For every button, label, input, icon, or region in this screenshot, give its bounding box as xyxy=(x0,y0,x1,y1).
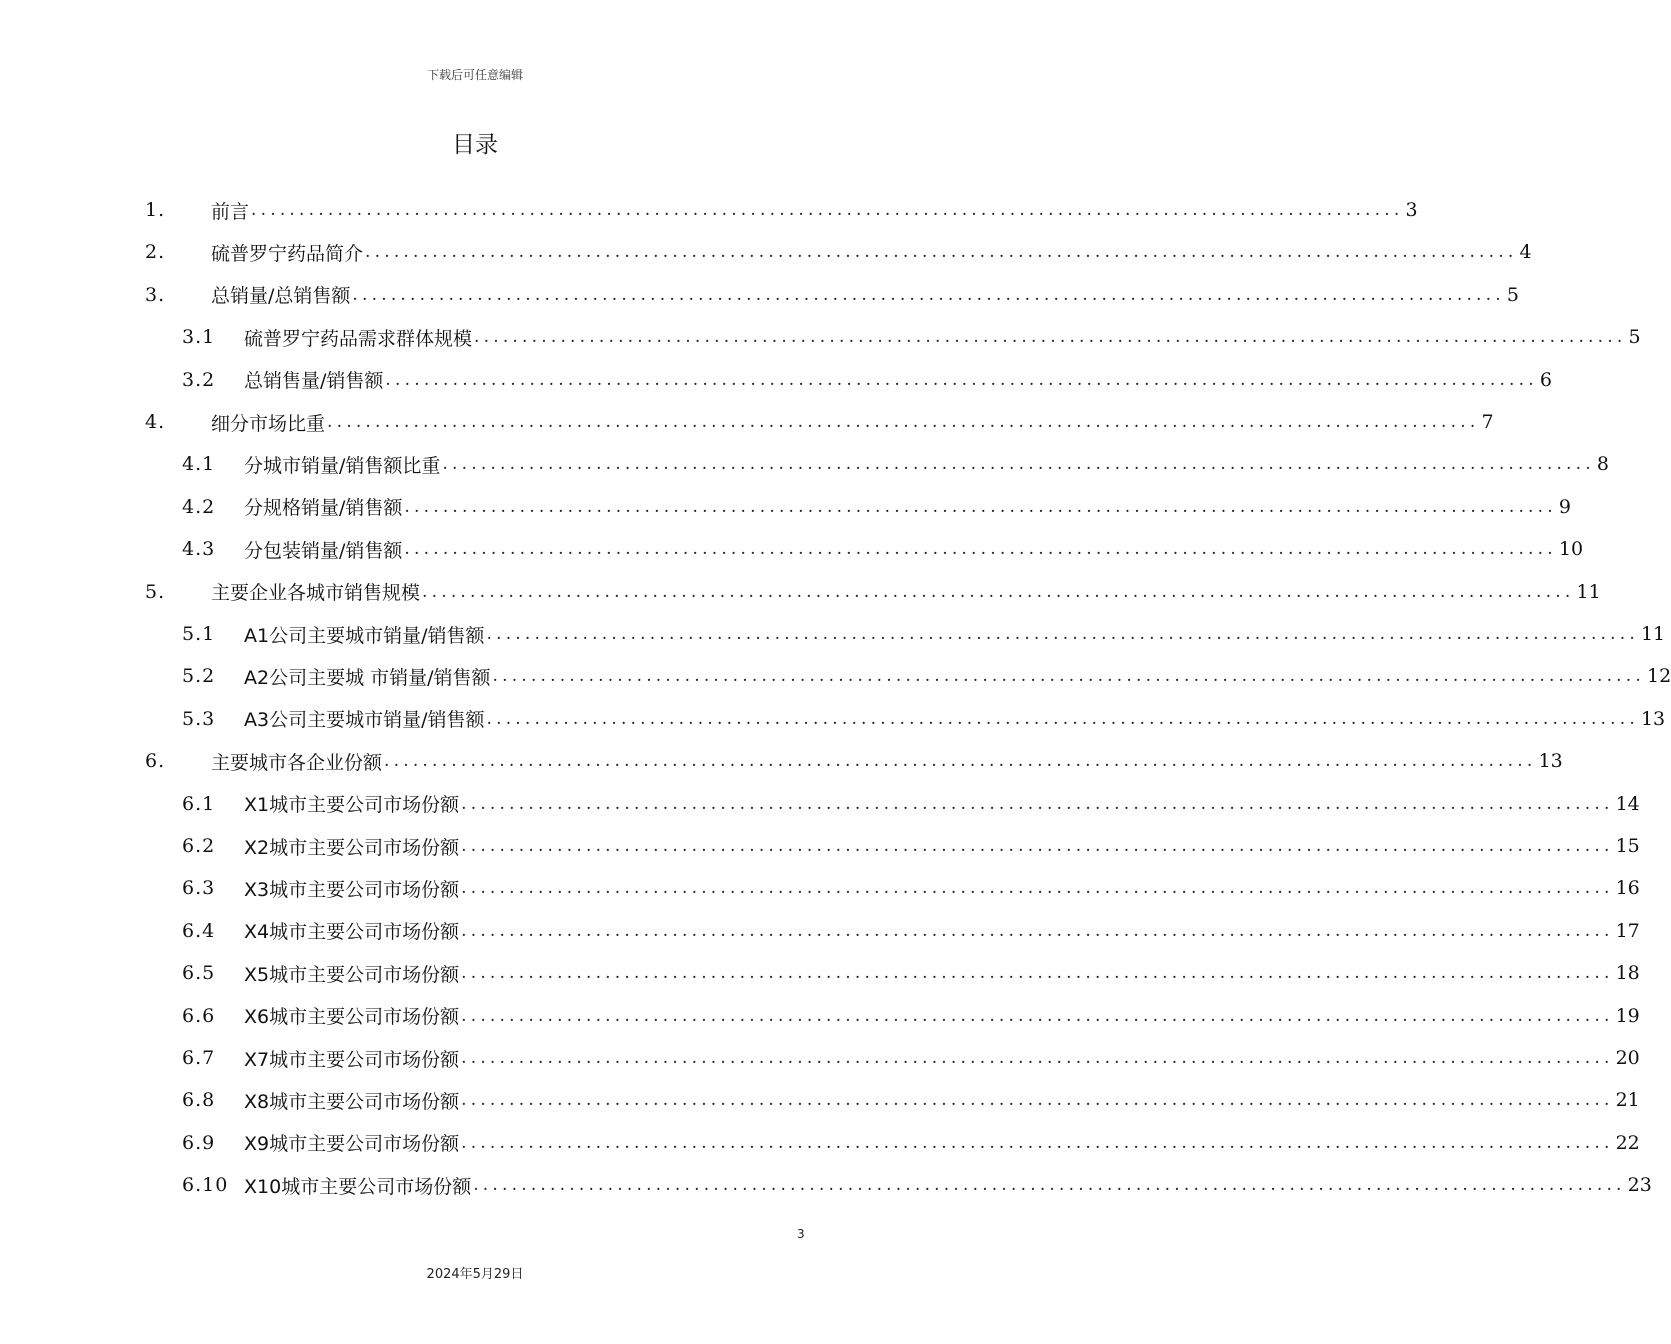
toc-leader-dots: ........................................................................................................................ xyxy=(474,327,1627,348)
toc-entry[interactable] xyxy=(0,995,1640,1037)
toc-entry-label: X5城市主要公司市场份额 xyxy=(244,963,460,986)
toc-entry-number: 5.1 xyxy=(182,623,216,645)
toc-entry-line xyxy=(244,1045,1640,1072)
toc-entry-number: 6.2 xyxy=(182,835,216,857)
toc-entry[interactable] xyxy=(0,443,1609,485)
toc-entry-page: 11 xyxy=(1640,623,1666,645)
toc-title: 目录 xyxy=(452,132,498,158)
toc-entry-line xyxy=(244,663,1671,690)
toc-entry-page: 10 xyxy=(1558,538,1584,561)
toc-leader-dots: ........................................................................................................................ xyxy=(492,666,1645,687)
toc-entry-page: 13 xyxy=(1538,750,1563,773)
toc-leader-dots: ........................................................................................................................ xyxy=(404,539,1557,560)
toc-entry-label: A1公司主要城市销量/销售额 xyxy=(244,624,485,647)
toc-entry-page: 15 xyxy=(1615,835,1640,857)
toc-entry-number: 6.5 xyxy=(182,962,216,985)
toc-entry-page: 21 xyxy=(1615,1089,1640,1112)
toc-entry-number: 6.1 xyxy=(182,792,216,815)
toc-leader-dots: ........................................................................................................................ xyxy=(385,369,1538,390)
toc-entry-number: 6.4 xyxy=(182,919,216,942)
toc-entry-label: 前言 xyxy=(211,200,250,223)
toc-entry-page: 3 xyxy=(1405,199,1418,221)
toc-leader-dots: ........................................................................................................................ xyxy=(486,708,1639,729)
toc-leader-dots: ........................................................................................................................ xyxy=(461,793,1614,814)
toc-entry-line xyxy=(244,493,1571,520)
toc-entry[interactable] xyxy=(0,698,1666,740)
toc-entry-label: X3城市主要公司市场份额 xyxy=(244,878,460,901)
toc-entry-line xyxy=(244,366,1552,393)
toc-entry-page: 11 xyxy=(1576,580,1601,603)
toc-entry[interactable] xyxy=(0,825,1640,867)
toc-entry-number: 6.10 xyxy=(182,1174,229,1197)
toc-entry-line xyxy=(244,536,1584,563)
toc-entry[interactable] xyxy=(0,571,1601,613)
toc-entry-line xyxy=(244,451,1609,478)
toc-leader-dots: ........................................................................................................................ xyxy=(422,581,1575,602)
toc-entry[interactable] xyxy=(0,952,1640,994)
toc-entry-page: 14 xyxy=(1615,792,1640,815)
toc-leader-dots: ........................................................................................................................ xyxy=(461,836,1614,856)
toc-entry-number: 6.3 xyxy=(182,877,216,900)
toc-entry[interactable] xyxy=(0,274,1519,316)
toc-entry-label: 硫普罗宁药品简介 xyxy=(211,242,364,265)
toc-entry-label: 分规格销量/销售额 xyxy=(244,497,403,520)
toc-entry-number: 3.2 xyxy=(182,368,216,391)
toc-entry-label: 硫普罗宁药品需求群体规模 xyxy=(244,327,473,350)
toc-entry-page: 12 xyxy=(1647,665,1671,688)
toc-entry-number: 6.6 xyxy=(182,1004,216,1027)
toc-entry[interactable] xyxy=(0,740,1563,782)
toc-entry-label: 主要城市各企业份额 xyxy=(211,751,383,774)
toc-entry-number: 5. xyxy=(145,580,166,603)
toc-entry-label: 总销售量/销售额 xyxy=(244,370,384,393)
toc-entry-number: 4.3 xyxy=(182,538,216,561)
toc-entry[interactable] xyxy=(0,1037,1640,1079)
toc-entry-page: 18 xyxy=(1615,962,1640,985)
toc-entry-line xyxy=(244,960,1640,987)
toc-entry-page: 8 xyxy=(1596,453,1609,476)
toc-entry-label: X6城市主要公司市场份额 xyxy=(244,1006,460,1029)
toc-entry-page: 20 xyxy=(1615,1047,1640,1069)
toc-entry-label: X9城市主要公司市场份额 xyxy=(244,1133,460,1156)
toc-entry[interactable] xyxy=(0,867,1640,909)
toc-entry-number: 3. xyxy=(145,283,166,306)
toc-entry-label: 总销量/总销售额 xyxy=(211,285,351,308)
toc-entry[interactable] xyxy=(0,189,1418,231)
toc-leader-dots: ........................................................................................................................ xyxy=(365,242,1518,263)
toc-entry-line xyxy=(244,324,1641,351)
page-number: 3 xyxy=(797,1227,805,1241)
toc-entry-page: 23 xyxy=(1627,1174,1652,1197)
toc-entry[interactable] xyxy=(0,316,1641,358)
toc-entry-line xyxy=(244,833,1640,860)
toc-entry-page: 19 xyxy=(1615,1004,1640,1027)
toc-entry-number: 2. xyxy=(145,241,166,264)
toc-entry-page: 16 xyxy=(1615,877,1640,900)
toc-entry-line xyxy=(244,705,1666,732)
toc-entry[interactable] xyxy=(0,1164,1652,1206)
toc-entry[interactable] xyxy=(0,359,1552,401)
toc-entry-label: X8城市主要公司市场份额 xyxy=(244,1090,460,1113)
toc-entry-line xyxy=(211,281,1519,308)
toc-leader-dots: ........................................................................................................................ xyxy=(384,751,1537,772)
toc-leader-dots: ........................................................................................................................ xyxy=(473,1175,1626,1196)
toc-entry-page: 17 xyxy=(1615,919,1640,942)
toc-leader-dots: ........................................................................................................................ xyxy=(486,624,1639,644)
toc-entry-line xyxy=(244,1002,1640,1029)
toc-entry-number: 4.2 xyxy=(182,495,216,518)
toc-entry[interactable] xyxy=(0,910,1640,952)
toc-entry-line xyxy=(211,409,1494,436)
toc-entry-number: 6.8 xyxy=(182,1089,216,1112)
toc-entry[interactable] xyxy=(0,231,1532,273)
toc-entry-line xyxy=(211,239,1532,266)
toc-leader-dots: ........................................................................................................................ xyxy=(251,200,1404,220)
toc-entry-label: X10城市主要公司市场份额 xyxy=(244,1175,472,1198)
toc-entry-line xyxy=(244,790,1640,817)
toc-entry-label: X4城市主要公司市场份额 xyxy=(244,921,460,944)
toc-leader-dots: ........................................................................................................................ xyxy=(327,412,1480,432)
toc-entry-number: 5.3 xyxy=(182,707,216,730)
toc-leader-dots: ........................................................................................................................ xyxy=(461,878,1614,899)
toc-leader-dots: ........................................................................................................................ xyxy=(461,1132,1614,1153)
toc-leader-dots: ........................................................................................................................ xyxy=(461,1048,1614,1068)
toc-leader-dots: ........................................................................................................................ xyxy=(404,496,1557,517)
toc-entry-line xyxy=(244,1087,1640,1114)
toc-leader-dots: ........................................................................................................................ xyxy=(461,963,1614,984)
toc-entry-label: A3公司主要城市销量/销售额 xyxy=(244,709,485,732)
toc-entry[interactable] xyxy=(0,1122,1640,1164)
toc-entry-number: 4. xyxy=(145,411,166,433)
toc-entry[interactable] xyxy=(0,783,1640,825)
toc-entry-line xyxy=(244,1129,1640,1156)
toc-entry-page: 22 xyxy=(1615,1131,1640,1154)
toc-entry-label: 分城市销量/销售额比重 xyxy=(244,454,441,477)
toc-entry[interactable] xyxy=(0,528,1584,570)
toc-entry-line xyxy=(244,875,1640,902)
toc-entry-page: 7 xyxy=(1481,411,1494,433)
toc-entry-page: 5 xyxy=(1628,326,1641,349)
toc-entry-page: 13 xyxy=(1640,707,1666,730)
toc-entry-line xyxy=(211,748,1563,775)
toc-leader-dots: ........................................................................................................................ xyxy=(442,454,1595,475)
toc-entry-page: 6 xyxy=(1539,368,1552,391)
toc-entry-label: 分包装销量/销售额 xyxy=(244,539,403,562)
toc-leader-dots: ........................................................................................................................ xyxy=(461,920,1614,941)
toc-entry-page: 9 xyxy=(1558,495,1571,518)
toc-leader-dots: ........................................................................................................................ xyxy=(461,1090,1614,1111)
toc-entry-line xyxy=(244,917,1640,944)
toc-entry-number: 6. xyxy=(145,750,166,773)
toc-leader-dots: ........................................................................................................................ xyxy=(352,284,1505,305)
footer-date: 2024年5月29日 xyxy=(426,1267,524,1282)
header-note: 下载后可任意编辑 xyxy=(426,68,523,82)
toc-entry-line xyxy=(244,621,1666,648)
toc-entry-number: 4.1 xyxy=(182,453,216,476)
toc-entry-number: 3.1 xyxy=(182,326,216,349)
toc-entry-label: 细分市场比重 xyxy=(211,412,326,435)
toc-entry-page: 4 xyxy=(1519,241,1532,264)
toc-entry[interactable] xyxy=(0,1079,1640,1121)
toc-entry-number: 6.9 xyxy=(182,1131,216,1154)
toc-entry-label: X1城市主要公司市场份额 xyxy=(244,794,460,817)
toc-entry[interactable] xyxy=(0,613,1666,655)
toc-entry-line xyxy=(211,578,1601,605)
toc-entry[interactable] xyxy=(0,401,1494,443)
toc-entry-label: X7城市主要公司市场份额 xyxy=(244,1048,460,1071)
toc-entry[interactable] xyxy=(0,486,1571,528)
toc-entry-number: 5.2 xyxy=(182,665,216,688)
toc-entry-number: 1. xyxy=(145,199,166,221)
toc-leader-dots: ........................................................................................................................ xyxy=(461,1005,1614,1026)
toc-entry-number: 6.7 xyxy=(182,1047,216,1069)
toc-entry-page: 5 xyxy=(1506,283,1519,306)
toc-entry-line xyxy=(211,197,1418,224)
toc-entry-label: A2公司主要城 市销量/销售额 xyxy=(244,666,491,689)
toc-entry-label: 主要企业各城市销售规模 xyxy=(211,582,421,605)
toc-entry-label: X2城市主要公司市场份额 xyxy=(244,836,460,859)
toc-entry-line xyxy=(244,1172,1652,1199)
toc-entry[interactable] xyxy=(0,655,1671,697)
